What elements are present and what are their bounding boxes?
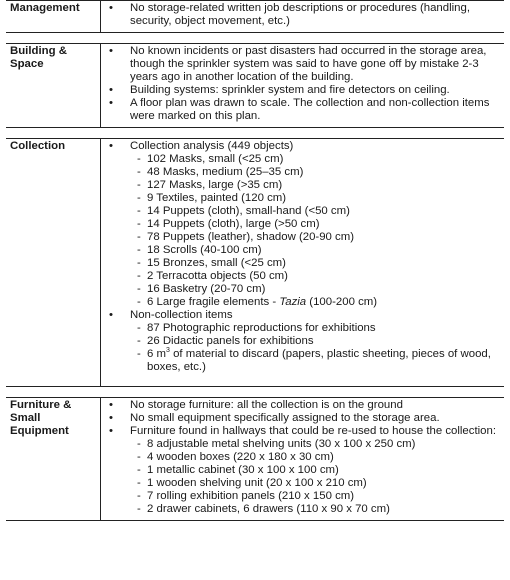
sub-list-item: - 87 Photographic reproductions for exhibitions [137,322,500,335]
sub-list-item: - 78 Puppets (leather), shadow (20-90 cm) [137,231,500,244]
list-item: • No known incidents or past disasters had occurred in the storage area, though the sprinkler system was said to have gone off by mistake 2-3 years ago in another location of the building. [105,45,500,84]
table-row [6,139,504,387]
sub-list-item: - 2 drawer cabinets, 6 drawers (110 x 90 x 70 cm) [137,503,500,516]
sub-list-item: - 7 rolling exhibition panels (210 x 150 cm) [137,490,500,503]
sub-list-item: - 102 Masks, small (<25 cm) [137,153,500,166]
sub-list-item: - 1 wooden shelving unit (20 x 100 x 210 cm) [137,477,500,490]
row-content-building [101,44,505,128]
assessment-table [6,0,504,521]
row-label-management: Management [6,1,101,33]
collection-analysis-label: Collection analysis (449 objects) [130,140,294,152]
sub-list-item [137,296,500,309]
reuse-label: Furniture found in hallways that could be re-used to house the collection: [130,425,496,437]
sub-list-item [137,348,500,374]
row-label-furniture: Furniture & Small Equipment [6,398,101,521]
fragile-italic: Tazia [279,296,307,308]
noncollection-label: Non-collection items [130,309,233,321]
fragile-suffix: (100-200 cm) [306,296,378,308]
row-content-furniture [101,398,505,521]
discard-suffix: of material to discard (papers, plastic sheeting, pieces of wood, boxes, etc.) [147,348,491,373]
row-content-collection [101,139,505,387]
bullet-list [105,2,500,28]
sub-list-item: - 14 Puppets (cloth), large (>50 cm) [137,218,500,231]
bullet-list [105,399,500,516]
discard-prefix: 6 m [147,348,166,360]
sub-list-item: - 18 Scrolls (40-100 cm) [137,244,500,257]
row-content-management [101,1,505,33]
list-item: • A floor plan was drawn to scale. The collection and non-collection items were marked on this plan. [105,97,500,123]
sub-list-item: - 15 Bronzes, small (<25 cm) [137,257,500,270]
bullet-list [105,45,500,123]
noncollection-list [130,322,500,374]
sub-list-item: - 16 Basketry (20-70 cm) [137,283,500,296]
sub-list-item: - 8 adjustable metal shelving units (30 x 100 x 250 cm) [137,438,500,451]
row-label-collection: Collection [6,139,101,387]
table-row [6,44,504,128]
list-item: • No small equipment specifically assigned to the storage area. [105,412,500,425]
bullet-list [105,140,500,374]
sub-list-item: - 9 Textiles, painted (120 cm) [137,192,500,205]
collection-analysis-list [130,153,500,309]
sub-list-item: - 2 Terracotta objects (50 cm) [137,270,500,283]
sub-list-item: - 127 Masks, large (>35 cm) [137,179,500,192]
discard-superscript: 3 [166,347,170,355]
list-item [105,140,500,309]
fragile-prefix: 6 Large fragile elements - [147,296,280,308]
table-row [6,398,504,521]
sub-list-item: - 1 metallic cabinet (30 x 100 x 100 cm) [137,464,500,477]
sub-list-item: - 48 Masks, medium (25–35 cm) [137,166,500,179]
sub-list-item: - 14 Puppets (cloth), small-hand (<50 cm) [137,205,500,218]
list-item: • No storage-related written job descriptions or procedures (handling, security, object movement, etc.) [105,2,500,28]
list-item: • Building systems: sprinkler system and fire detectors on ceiling. [105,84,500,97]
reuse-list [130,438,500,516]
table-row [6,1,504,33]
sub-list-item: - 26 Didactic panels for exhibitions [137,335,500,348]
row-label-building: Building & Space [6,44,101,128]
sub-list-item: - 4 wooden boxes (220 x 180 x 30 cm) [137,451,500,464]
list-item [105,309,500,374]
list-item: • No storage furniture: all the collection is on the ground [105,399,500,412]
list-item [105,425,500,516]
